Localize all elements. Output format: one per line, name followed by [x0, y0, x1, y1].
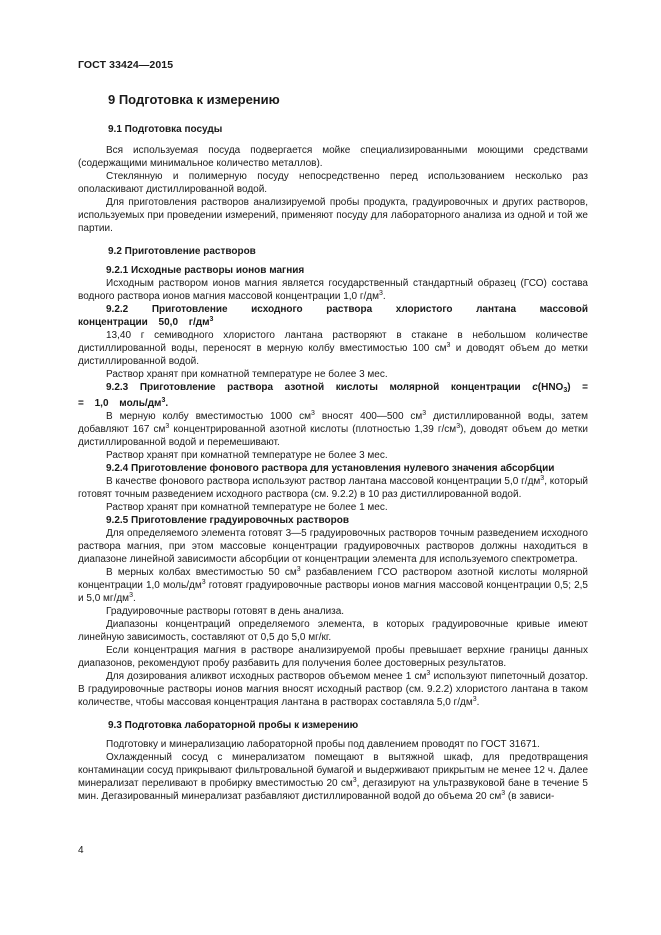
s925-paragraph-6: Для дозирования аликвот исходных растворов объемом менее 1 $см^3$ используют пипеточный дозатор. В градуировочные растворы ионов магния вносят исходный раствор (см. 9.2.2) хлористого лантана в таком количестве, чтобы массовая концентрация лантана в растворах составляла 5,0 $г/дм^3$.: [78, 670, 588, 708]
section-9-2-4-title: 9.2.4 Приготовление фонового раствора для установления нулевого значения абсорбции: [106, 463, 555, 474]
s923-paragraph-1: В мерную колбу вместимостью 1000 $см^3$ вносят 400—500 $см^3$ дистиллированной воды, затем добавляют 167 $см^3$ концентрированной азотной кислоты (плотностью 1,39 $г/см^3$), доводят объем до метки дистиллированной водой и перемешивают.: [78, 410, 589, 448]
document-header: ГОСТ 33424—2015: [78, 59, 174, 71]
s922-paragraph-1: 13,40 г семиводного хлористого лантана растворяют в стакане в небольшом количестве дистиллированной воды, переносят в мерную колбу вместимостью 100 $см^3$ и доводят объем до метки дистиллированной водой.: [78, 330, 589, 367]
section-9-2-3-title: 9.2.3 Приготовление раствора азотной кислоты молярной концентрации $c(HNO_3)$ = = 1,0 моль/$дм^3$.: [78, 382, 588, 409]
section-9-2-title: 9.2 Приготовление растворов: [108, 246, 256, 257]
s925-paragraph-1: Для определяемого элемента готовят 3—5 градуировочных растворов точным разведением исходного раствора магния, при этом массовые концентрации градуировочных растворов должны находиться в диапазоне линейной зависимости абсорбции от концентрации элемента для используемого спектрометра.: [78, 528, 588, 565]
s93-paragraph-2: Охлажденный сосуд с минерализатом помещают в вытяжной шкаф, для предотвращения контаминации сосуд прикрывают фильтровальной бумагой и выдерживают прикрытым не менее 12 ч. Далее минерализат переливают в пробирку вместимостью 20 $см^3$, дегазируют на ультразвуковой бане в течение 5 мин. Дегазированный минерализат разбавляют дистиллированной водой до объема 20 $см^3$ (в зависи-: [78, 752, 588, 802]
s91-paragraph-3: Для приготовления растворов анализируемой пробы продукта, градуировочных и других растворов, используемых при проведении измерений, применяют посуду для лабораторного анализа из одной и той же партии.: [78, 197, 588, 234]
section-9-2-1-title: 9.2.1 Исходные растворы ионов магния: [106, 265, 305, 276]
s924-paragraph-2: Раствор хранят при комнатной температуре не более 1 мес.: [106, 502, 388, 513]
s91-paragraph-1: Вся используемая посуда подвергается мойке специализированными моющими средствами (содержащими минимальное количество металлов).: [78, 145, 588, 169]
s93-paragraph-1: Подготовку и минерализацию лабораторной пробы под давлением проводят по ГОСТ 31671.: [106, 739, 540, 750]
s921-paragraph-1: Исходным раствором ионов магния является государственный стандартный образец (ГСО) состава водного раствора ионов магния массовой концентрации 1,0 $г/дм^3$.: [78, 278, 588, 302]
section-9-1-title: 9.1 Подготовка посуды: [108, 124, 223, 135]
section-9-title: 9 Подготовка к измерению: [108, 92, 280, 107]
s925-paragraph-3: Градуировочные растворы готовят в день анализа.: [106, 606, 345, 617]
page-number: 4: [78, 845, 84, 856]
s922-paragraph-2: Раствор хранят при комнатной температуре не более 3 мес.: [106, 369, 388, 380]
page-content: [78, 91, 588, 803]
s925-paragraph-4: Диапазоны концентраций определяемого элемента, в которых градуировочные кривые имеют линейную зависимость, составляют от 0,5 до 5,0 мг/кг.: [78, 619, 588, 643]
section-9-2-5-title: 9.2.5 Приготовление градуировочных растворов: [106, 515, 350, 526]
s91-paragraph-2: Стеклянную и полимерную посуду непосредственно перед использованием несколько раз ополаскивают дистиллированной водой.: [78, 171, 588, 195]
section-9-3-title: 9.3 Подготовка лабораторной пробы к измерению: [108, 720, 359, 731]
s925-paragraph-5: Если концентрация магния в растворе анализируемой пробы превышает верхние границы данных диапазонов, рекомендуют пробу разбавить для получения более достоверных результатов.: [78, 645, 588, 669]
s924-paragraph-1: В качестве фонового раствора используют раствор лантана массовой концентрации 5,0 $г/дм^3$, который готовят точным разведением исходного раствора (см. 9.2.2) в 10 раз дистиллированной водой.: [78, 475, 588, 500]
section-9-2-2-title: 9.2.2 Приготовление исходного раствора хлористого лантана массовой концентрации 50,0 $г/дм^3$: [78, 304, 588, 328]
s923-paragraph-2: Раствор хранят при комнатной температуре не более 3 мес.: [106, 450, 388, 461]
s925-paragraph-2: В мерных колбах вместимостью 50 $см^3$ разбавлением ГСО раствором азотной кислоты молярной концентрации 1,0 моль/$дм^3$ готовят градуировочные растворы ионов магния массовой концентрации 0,5; 2,5 и 5,0 $мг/дм^3$.: [78, 566, 588, 604]
